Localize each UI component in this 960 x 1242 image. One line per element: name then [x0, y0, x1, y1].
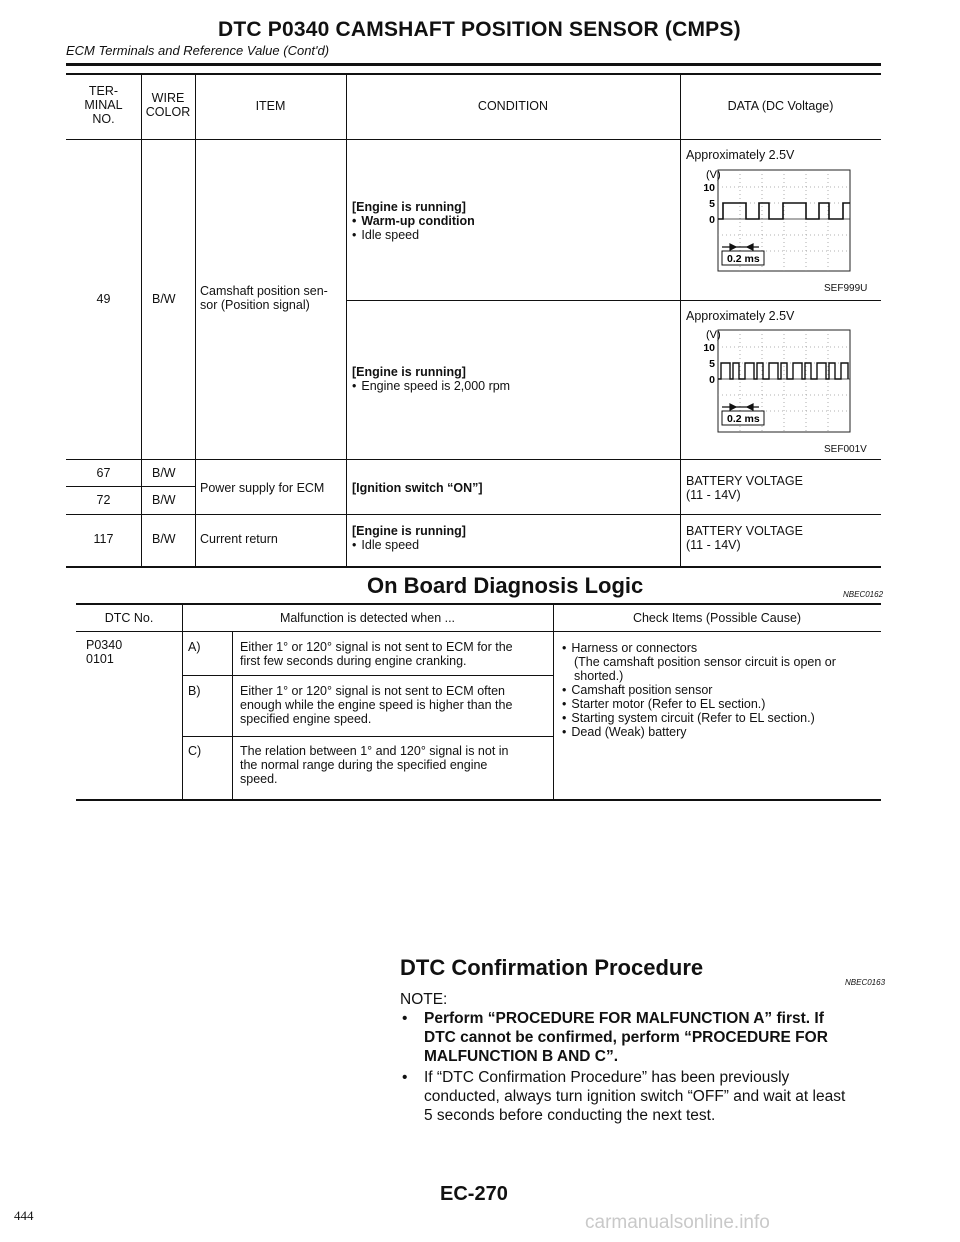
- row49-condition-1: [Engine is running] • Warm-up condition • Idle speed: [352, 200, 475, 242]
- row49-item: Camshaft position sen- sor (Position signal): [200, 284, 328, 312]
- confirmation-section-code: NBEC0163: [845, 978, 886, 987]
- scope2-y0: 0: [709, 374, 715, 386]
- scope2-y5: 5: [709, 358, 715, 370]
- header-wire-color: WIRE COLOR: [145, 91, 191, 119]
- page-number: 444: [14, 1208, 34, 1223]
- obd-row-b-text: Either 1° or 120° signal is not sent to ECM often enough while the engine speed is higher than the specified engine speed.: [240, 684, 513, 726]
- obd-row-a-label: A): [188, 640, 201, 654]
- row72-wire: B/W: [152, 493, 176, 507]
- scope1-y0: 0: [709, 214, 715, 226]
- col-divider-1: [141, 74, 142, 567]
- obd-row-c-label: C): [188, 744, 202, 758]
- obd-section-title: On Board Diagnosis Logic: [367, 573, 644, 598]
- row117-wire: B/W: [152, 532, 176, 546]
- check-item-battery: • Dead (Weak) battery: [562, 725, 880, 739]
- obd-col-divider-2: [232, 632, 233, 800]
- obd-header-dtc: DTC No.: [104, 611, 154, 625]
- obd-header-check: Check Items (Possible Cause): [632, 611, 802, 625]
- header-data: DATA (DC Voltage): [727, 99, 834, 113]
- row49-data-2: Approximately 2.5V: [686, 309, 795, 323]
- scope2-y10: 10: [703, 342, 715, 354]
- obd-check-items: • Harness or connectors (The camshaft position sensor circuit is open or shorted.) • Camshaft position sensor • Starter motor (Refer to EL section.) • Starting system circuit (Refer to EL section.) • Dead (Weak) battery: [562, 641, 880, 739]
- obd-row-b-label: B): [188, 684, 201, 698]
- obd-row-b-rule: [182, 736, 553, 737]
- check-item-sensor: • Camshaft position sensor: [562, 683, 880, 697]
- row49-bottom-rule: [66, 459, 881, 460]
- col-divider-2: [195, 74, 196, 567]
- row49-figure-code-2: SEF001V: [824, 444, 867, 455]
- scope1-time-div: 0.2 ms: [727, 253, 760, 265]
- row49-wire: B/W: [152, 292, 176, 306]
- row117-terminal: 117: [93, 532, 114, 546]
- obd-header-malfunction: Malfunction is detected when ...: [279, 611, 456, 625]
- obd-section-code: NBEC0162: [843, 590, 884, 599]
- obd-row-c-text: The relation between 1° and 120° signal is not in the normal range during the specified engine speed.: [240, 744, 509, 786]
- row117-condition: [Engine is running] • Idle speed: [352, 524, 466, 552]
- col-divider-3: [346, 74, 347, 567]
- oscilloscope-waveform-2: [686, 327, 856, 435]
- scope2-unit: (V): [706, 329, 721, 341]
- scope2-time-div: 0.2 ms: [727, 413, 760, 425]
- check-item-harness: • Harness or connectors: [562, 641, 880, 655]
- header-condition: CONDITION: [477, 99, 549, 113]
- row117-data: BATTERY VOLTAGE (11 - 14V): [686, 524, 803, 552]
- note-bullet-1: • Perform “PROCEDURE FOR MALFUNCTION A” first. If DTC cannot be confirmed, perform “PROCEDURE FOR MALFUNCTION B AND C”.: [402, 1010, 828, 1065]
- obd-bottom-rule: [76, 799, 881, 801]
- table-header-rule: [66, 139, 881, 140]
- header-item: ITEM: [255, 99, 286, 113]
- row49-data-1: Approximately 2.5V: [686, 148, 795, 162]
- obd-col-divider-3: [553, 604, 554, 800]
- page-code: EC-270: [440, 1183, 508, 1205]
- obd-top-rule: [76, 603, 881, 605]
- row72-terminal: 72: [96, 493, 111, 507]
- row67-terminal: 67: [96, 466, 111, 480]
- scope1-y5: 5: [709, 198, 715, 210]
- check-item-starter: • Starter motor (Refer to EL section.): [562, 697, 880, 711]
- row49-split-rule: [346, 300, 881, 301]
- row67-wire: B/W: [152, 466, 176, 480]
- row49-terminal: 49: [96, 292, 111, 306]
- row72-bottom-rule: [66, 514, 881, 515]
- check-item-starting-system: • Starting system circuit (Refer to EL section.): [562, 711, 880, 725]
- scope1-unit: (V): [706, 169, 721, 181]
- row49-figure-code-1: SEF999U: [824, 283, 868, 294]
- row117-item: Current return: [200, 532, 278, 546]
- oscilloscope-waveform-1: [686, 167, 856, 274]
- page-title: DTC P0340 CAMSHAFT POSITION SENSOR (CMPS): [218, 18, 741, 41]
- row67-72-data: BATTERY VOLTAGE (11 - 14V): [686, 474, 803, 502]
- scope1-y10: 10: [703, 182, 715, 194]
- note-label: NOTE:: [400, 991, 448, 1008]
- scope2-time-marker: [722, 404, 759, 410]
- title-rule: [66, 63, 881, 66]
- scope1-time-marker: [722, 244, 759, 250]
- scope2-signal: [718, 363, 848, 379]
- row67-72-condition: [Ignition switch “ON”]: [352, 481, 483, 495]
- row67-bottom-rule: [66, 486, 196, 487]
- watermark: carmanualsonline.info: [585, 1212, 770, 1233]
- confirmation-notes: [400, 990, 882, 1125]
- obd-row-a-text: Either 1° or 120° signal is not sent to ECM for the first few seconds during engine cranking.: [240, 640, 513, 668]
- page-subtitle: ECM Terminals and Reference Value (Cont'd): [66, 43, 330, 58]
- obd-dtc-number: P0340 0101: [86, 638, 123, 666]
- note-bullet-2: • If “DTC Confirmation Procedure” has been previously conducted, always turn ignition switch “OFF” and wait at least 5 seconds before conducting the next test.: [402, 1069, 846, 1124]
- header-terminal: TER- MINAL NO.: [84, 84, 123, 126]
- table-bottom-rule: [66, 566, 881, 568]
- table-top-rule: [66, 73, 881, 75]
- confirmation-section-title: DTC Confirmation Procedure: [400, 955, 704, 980]
- obd-header-rule: [76, 631, 881, 632]
- obd-row-a-rule: [182, 675, 553, 676]
- col-divider-4: [680, 74, 681, 567]
- obd-col-divider-1: [182, 604, 183, 800]
- row67-72-item: Power supply for ECM: [200, 481, 325, 495]
- row49-condition-2: [Engine is running] • Engine speed is 2,000 rpm: [352, 365, 510, 393]
